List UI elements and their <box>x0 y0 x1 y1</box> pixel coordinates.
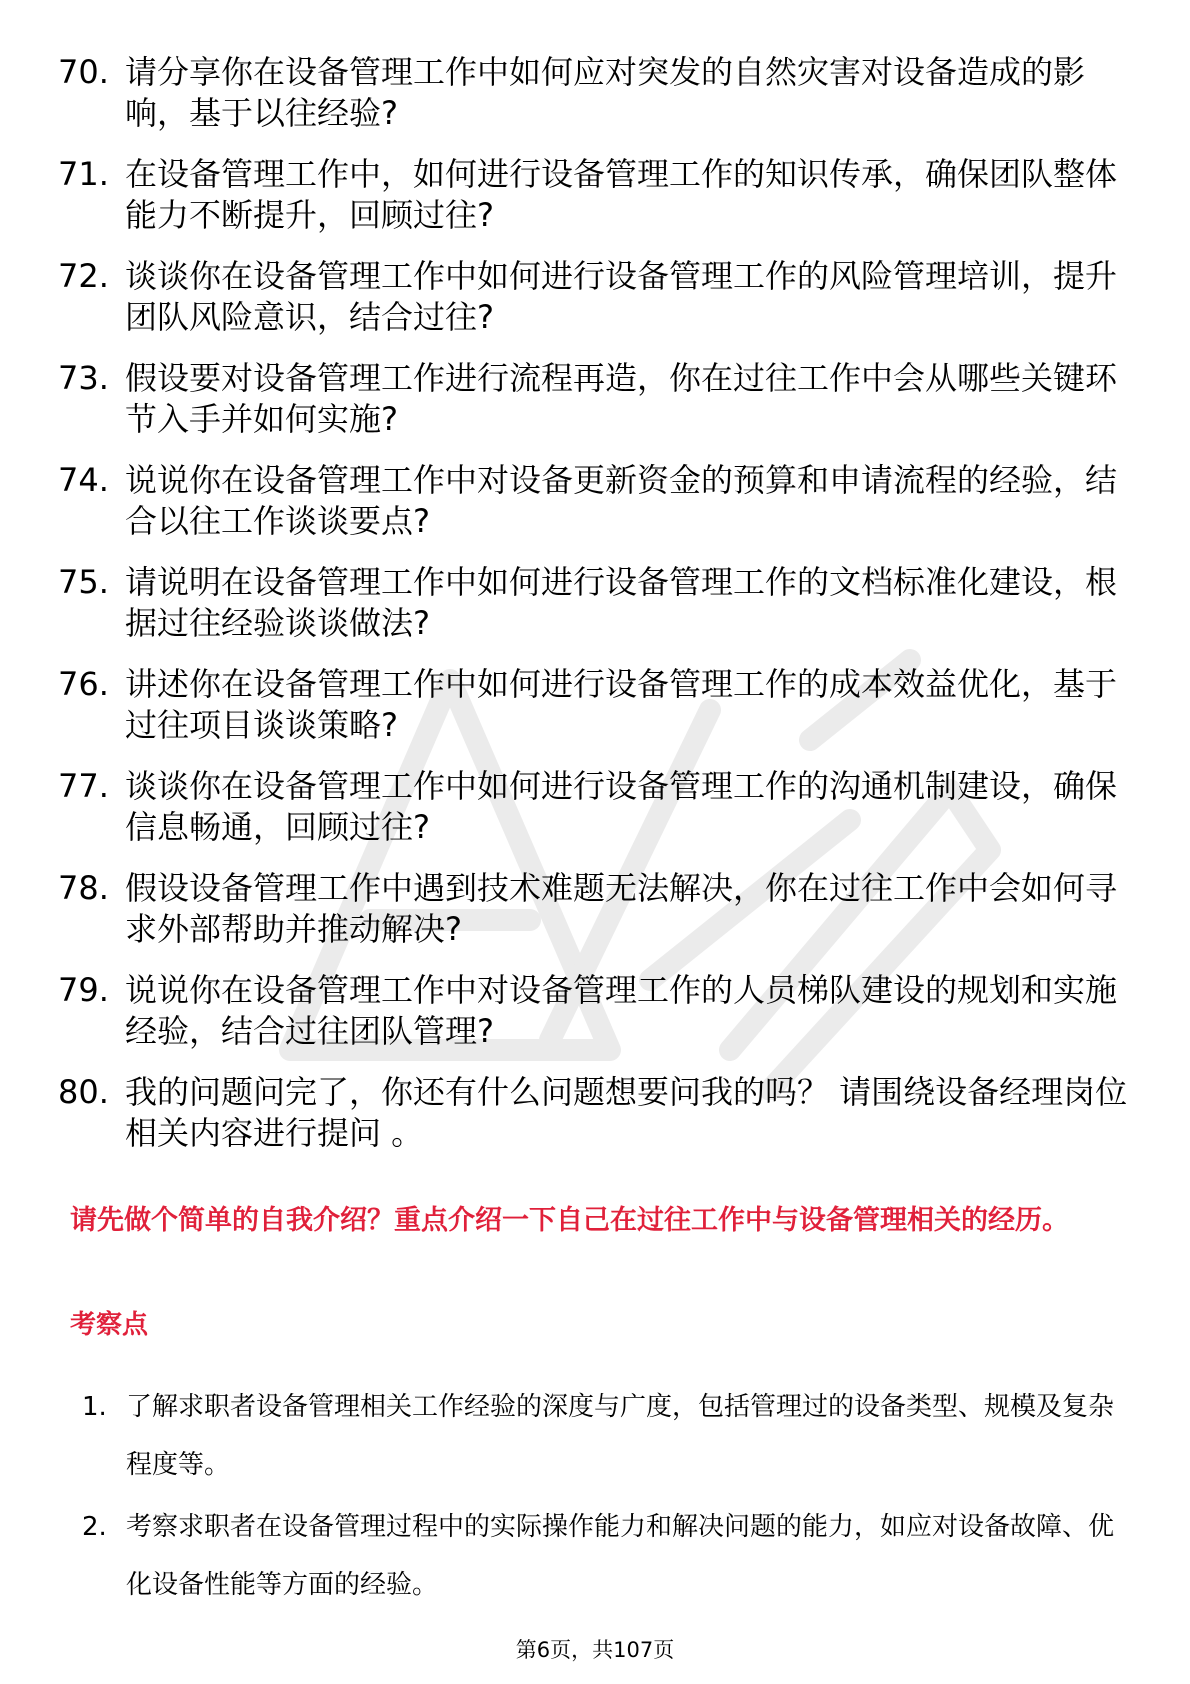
question-text: 请说明在设备管理工作中如何进行设备管理工作的文档标准化建设，根据过往经验谈谈做法? <box>125 563 1118 642</box>
question-item <box>58 970 1138 1052</box>
point-number: 1. <box>82 1392 107 1422</box>
question-item <box>58 766 1138 848</box>
point-text: 考察求职者在设备管理过程中的实际操作能力和解决问题的能力，如应对设备故障、优化设备性能等方面的经验。 <box>126 1512 1115 1600</box>
question-text: 假设设备管理工作中遇到技术难题无法解决，你在过往工作中会如何寻求外部帮助并推动解决? <box>125 869 1118 948</box>
assessment-points-list <box>82 1378 1122 1618</box>
question-number: 76. <box>58 665 109 703</box>
point-number: 2. <box>82 1512 107 1542</box>
question-number: 73. <box>58 359 109 397</box>
assessment-point <box>82 1378 1122 1494</box>
question-item <box>58 256 1138 338</box>
question-number: 72. <box>58 257 109 295</box>
question-number: 71. <box>58 155 109 193</box>
question-item <box>58 1072 1138 1154</box>
section-label: 考察点 <box>70 1310 149 1340</box>
question-number: 78. <box>58 869 109 907</box>
page-footer: 第6页，共107页 <box>515 1638 675 1662</box>
question-text: 我的问题问完了，你还有什么问题想要问我的吗？ 请围绕设备经理岗位相关内容进行提问 。 <box>125 1073 1128 1152</box>
question-number: 70. <box>58 53 109 91</box>
point-text: 了解求职者设备管理相关工作经验的深度与广度，包括管理过的设备类型、规模及复杂程度等。 <box>126 1392 1115 1480</box>
question-text: 说说你在设备管理工作中对设备管理工作的人员梯队建设的规划和实施经验，结合过往团队管理? <box>125 971 1118 1050</box>
question-text: 请分享你在设备管理工作中如何应对突发的自然灾害对设备造成的影响，基于以往经验? <box>125 53 1086 132</box>
question-item <box>58 664 1138 746</box>
question-item <box>58 460 1138 542</box>
question-item <box>58 562 1138 644</box>
question-text: 说说你在设备管理工作中对设备更新资金的预算和申请流程的经验，结合以往工作谈谈要点? <box>125 461 1118 540</box>
question-text: 假设要对设备管理工作进行流程再造，你在过往工作中会从哪些关键环节入手并如何实施? <box>125 359 1118 438</box>
question-number: 74. <box>58 461 109 499</box>
assessment-point <box>82 1498 1122 1614</box>
question-number: 80. <box>58 1073 109 1111</box>
question-text: 谈谈你在设备管理工作中如何进行设备管理工作的沟通机制建设，确保信息畅通，回顾过往? <box>125 767 1118 846</box>
question-text: 在设备管理工作中，如何进行设备管理工作的知识传承，确保团队整体能力不断提升，回顾过往? <box>125 155 1118 234</box>
question-text: 讲述你在设备管理工作中如何进行设备管理工作的成本效益优化，基于过往项目谈谈策略? <box>125 665 1118 744</box>
question-item <box>58 868 1138 950</box>
question-item <box>58 154 1138 236</box>
question-item <box>58 358 1138 440</box>
question-text: 谈谈你在设备管理工作中如何进行设备管理工作的风险管理培训，提升团队风险意识，结合过往? <box>125 257 1118 336</box>
question-number: 77. <box>58 767 109 805</box>
question-number: 79. <box>58 971 109 1009</box>
question-number: 75. <box>58 563 109 601</box>
question-list <box>58 52 1138 1174</box>
question-item <box>58 52 1138 134</box>
highlight-question: 请先做个简单的自我介绍？重点介绍一下自己在过往工作中与设备管理相关的经历。 <box>70 1205 1069 1236</box>
